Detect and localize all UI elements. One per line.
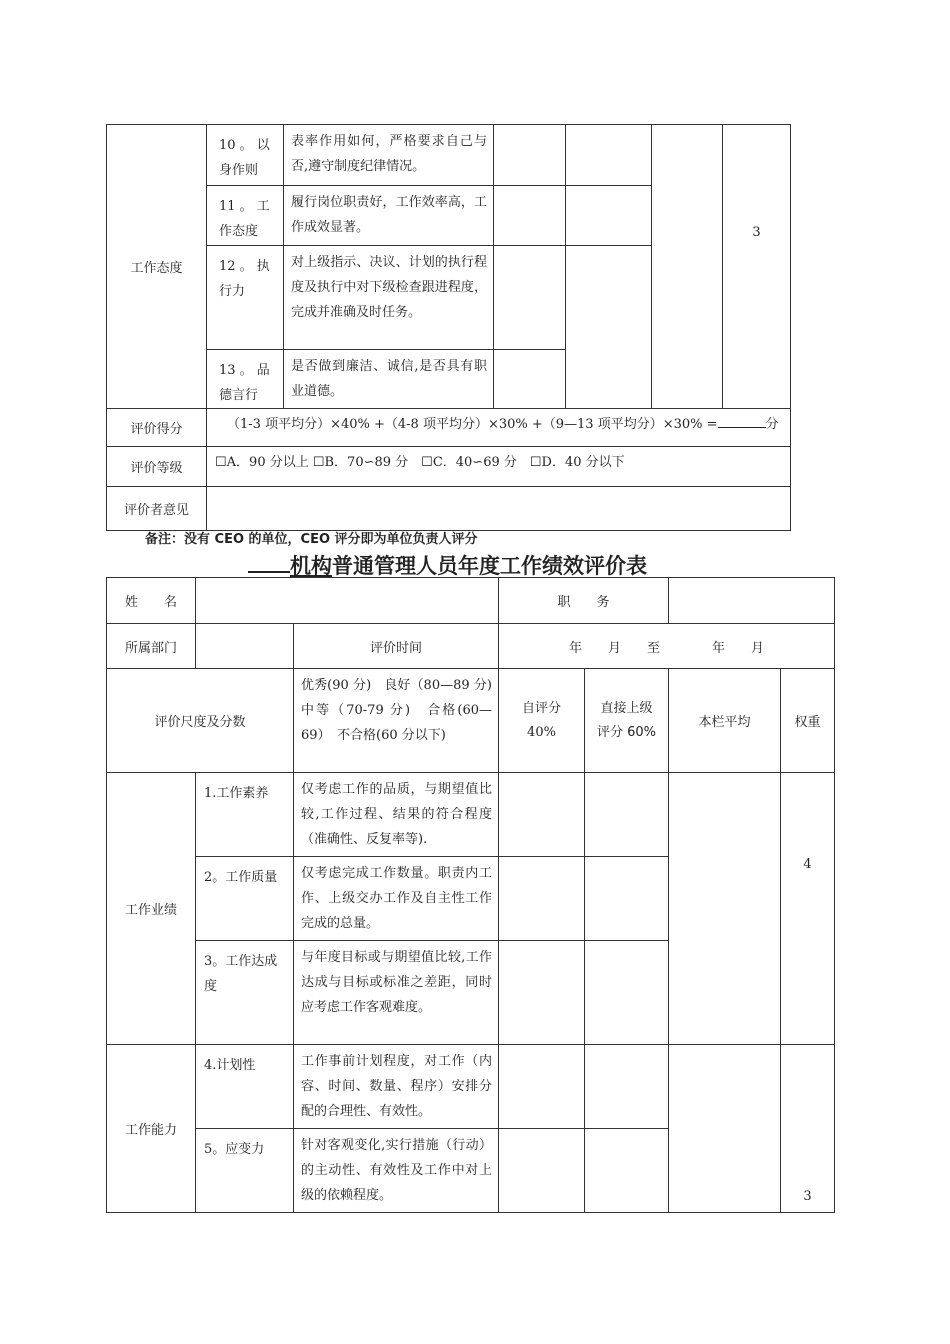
desc-10: 表率作用如何，严格要求自己与否,遵守制度纪律情况。 bbox=[284, 125, 494, 186]
scale-label: 评价尺度及分数 bbox=[107, 669, 294, 773]
self-score-cell[interactable] bbox=[499, 1129, 585, 1213]
weight-value: 3 bbox=[781, 1045, 835, 1213]
desc-5: 针对客观变化,实行措施（行动）的主动性、有效性及工作中对上级的依赖程度。 bbox=[294, 1129, 499, 1213]
score-formula: （1-3 项平均分）×40% +（4-8 项平均分）×30% +（9—13 项平均分）×30% = bbox=[227, 417, 718, 432]
item-10: 10 。 以身作则 bbox=[207, 125, 284, 186]
position-label: 职 务 bbox=[499, 578, 669, 624]
attitude-table bbox=[106, 124, 791, 531]
superior-score-cell[interactable] bbox=[566, 186, 652, 246]
avg-cell[interactable] bbox=[669, 1045, 781, 1213]
score-formula-cell[interactable] bbox=[207, 409, 791, 447]
avg-header: 本栏平均 bbox=[669, 669, 781, 773]
name-label: 姓 名 bbox=[107, 578, 196, 624]
item-2: 2。工作质量 bbox=[196, 857, 294, 941]
category-ability: 工作能力 bbox=[107, 1045, 196, 1213]
category-performance: 工作业绩 bbox=[107, 773, 196, 1045]
desc-4: 工作事前计划程度，对工作（内容、时间、数量、程序）安排分配的合理性、有效性。 bbox=[294, 1045, 499, 1129]
grade-label: 评价等级 bbox=[107, 447, 207, 487]
item-4: 4.计划性 bbox=[196, 1045, 294, 1129]
avg-cell[interactable] bbox=[652, 125, 723, 409]
desc-11: 履行岗位职责好，工作效率高，工作成效显著。 bbox=[284, 186, 494, 246]
performance-table bbox=[106, 577, 835, 1213]
scale-desc: 优秀(90 分) 良好（80—89 分)中等（70-79 分) 合格(60—69） 不合格(60 分以下) bbox=[294, 669, 499, 773]
item-13: 13 。 品德言行 bbox=[207, 350, 284, 409]
item-1: 1.工作素养 bbox=[196, 773, 294, 857]
score-blank[interactable] bbox=[718, 415, 766, 428]
superior-score-header: 直接上级评分 60% bbox=[585, 669, 669, 773]
opinion-input[interactable] bbox=[207, 487, 791, 531]
self-score-cell[interactable] bbox=[494, 246, 566, 350]
weight-header: 权重 bbox=[781, 669, 835, 773]
superior-score-cell[interactable] bbox=[585, 1129, 669, 1213]
item-5: 5。应变力 bbox=[196, 1129, 294, 1213]
item-11: 11 。 工作态度 bbox=[207, 186, 284, 246]
weight-value: 4 bbox=[781, 773, 835, 1045]
time-label: 评价时间 bbox=[294, 624, 499, 669]
grade-options[interactable]: ☐A．90 分以上 ☐B．70∽89 分 ☐C．40∽69 分 ☐D．40 分以下 bbox=[207, 447, 791, 487]
superior-score-cell[interactable] bbox=[566, 246, 652, 409]
self-score-cell[interactable] bbox=[494, 350, 566, 409]
form-title bbox=[248, 550, 647, 580]
weight-value: 3 bbox=[723, 125, 791, 409]
superior-score-cell[interactable] bbox=[585, 941, 669, 1045]
opinion-label: 评价者意见 bbox=[107, 487, 207, 531]
score-label: 评价得分 bbox=[107, 409, 207, 447]
position-input[interactable] bbox=[669, 578, 835, 624]
item-3: 3。工作达成度 bbox=[196, 941, 294, 1045]
note-text: 备注：没有 CEO 的单位，CEO 评分即为单位负责人评分 bbox=[145, 532, 478, 547]
superior-score-cell[interactable] bbox=[585, 1045, 669, 1129]
title-prefix: 机构 bbox=[290, 554, 332, 578]
dept-input[interactable] bbox=[196, 624, 294, 669]
superior-score-cell[interactable] bbox=[585, 857, 669, 941]
org-blank[interactable] bbox=[248, 553, 290, 573]
superior-score-cell[interactable] bbox=[585, 773, 669, 857]
name-input[interactable] bbox=[196, 578, 499, 624]
item-12: 12 。 执行力 bbox=[207, 246, 284, 350]
self-score-cell[interactable] bbox=[499, 1045, 585, 1129]
self-score-cell[interactable] bbox=[494, 125, 566, 186]
time-value[interactable]: 年 月 至 年 月 bbox=[499, 624, 835, 669]
score-unit: 分 bbox=[765, 417, 779, 432]
desc-2: 仅考虑完成工作数量。职责内工作、上级交办工作及自主性工作完成的总量。 bbox=[294, 857, 499, 941]
desc-12: 对上级指示、决议、计划的执行程度及执行中对下级检查跟进程度，完成并准确及时任务。 bbox=[284, 246, 494, 350]
desc-1: 仅考虑工作的品质，与期望值比较,工作过程、结果的符合程度（准确性、反复率等). bbox=[294, 773, 499, 857]
avg-cell[interactable] bbox=[669, 773, 781, 1045]
dept-label: 所属部门 bbox=[107, 624, 196, 669]
self-score-cell[interactable] bbox=[499, 941, 585, 1045]
title-text: 普通管理人员年度工作绩效评价表 bbox=[332, 554, 647, 578]
superior-score-cell[interactable] bbox=[566, 125, 652, 186]
category-work-attitude: 工作态度 bbox=[107, 125, 207, 409]
self-score-header: 自评分 40% bbox=[499, 669, 585, 773]
self-score-cell[interactable] bbox=[494, 186, 566, 246]
desc-13: 是否做到廉洁、诚信,是否具有职业道德。 bbox=[284, 350, 494, 409]
desc-3: 与年度目标或与期望值比较,工作达成与目标或标准之差距，同时应考虑工作客观难度。 bbox=[294, 941, 499, 1045]
self-score-cell[interactable] bbox=[499, 857, 585, 941]
self-score-cell[interactable] bbox=[499, 773, 585, 857]
